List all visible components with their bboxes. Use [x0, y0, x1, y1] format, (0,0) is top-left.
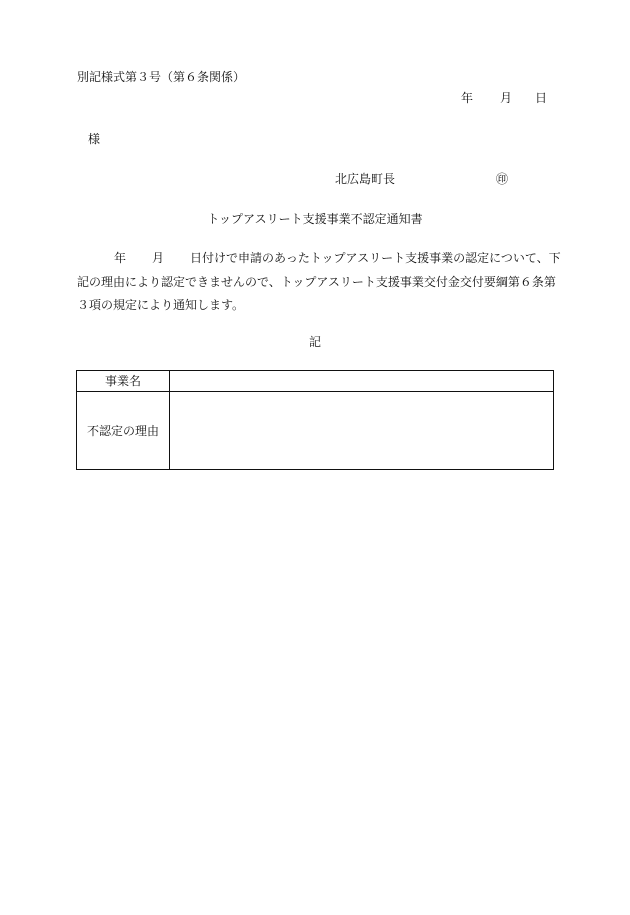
date-day-label: 日: [535, 91, 548, 105]
rejection-reason-value: [170, 392, 554, 470]
body-line-3: ３項の規定により通知します。: [77, 298, 245, 312]
seal-mark: ㊞: [496, 172, 509, 186]
body-year-label: 年: [114, 251, 127, 265]
rejection-reason-label: 不認定の理由: [77, 392, 170, 470]
addressee-suffix: 様: [88, 132, 101, 146]
table-row: [77, 371, 554, 392]
body-month-label: 月: [152, 251, 165, 265]
body-line-1-text: 日付けで申請のあったトップアスリート支援事業の認定について、下: [190, 251, 561, 265]
issuer-name: 北広島町長: [335, 172, 396, 186]
date-line: [461, 92, 547, 104]
project-name-value: [170, 371, 554, 392]
date-year-label: 年: [461, 91, 474, 105]
table-row: [77, 392, 554, 470]
document-title: トップアスリート支援事業不認定通知書: [207, 212, 423, 226]
body-line-2: 記の理由により認定できませんので、トップアスリート支援事業交付金交付要綱第６条第: [77, 275, 556, 289]
body-line-1: [77, 252, 561, 264]
form-number: 別記様式第３号（第６条関係）: [77, 70, 246, 84]
project-name-label: 事業名: [77, 371, 170, 392]
ki-heading: 記: [308, 335, 321, 349]
date-month-label: 月: [500, 91, 513, 105]
reason-table: [76, 370, 554, 470]
